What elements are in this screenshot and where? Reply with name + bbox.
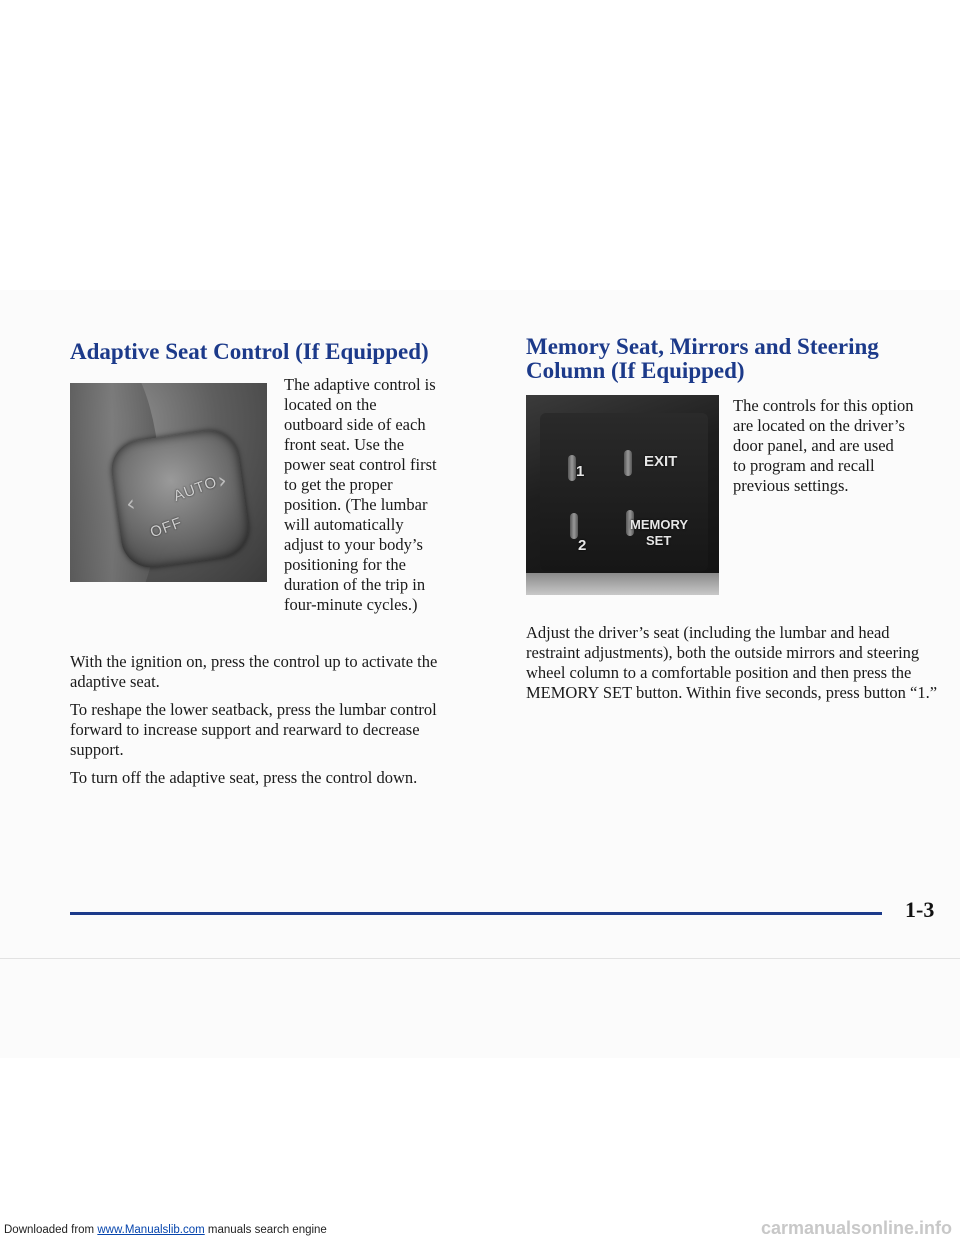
memory-button-1 (568, 455, 576, 481)
reshape-paragraph: To reshape the lower seatback, press the lumbar control forward to increase support and rearward to decrease support. (70, 700, 437, 759)
knob-auto-label: AUTO (171, 473, 220, 506)
exit-button (624, 450, 632, 476)
intro-line: power seat control first (284, 455, 437, 474)
adaptive-control-knob (108, 427, 253, 572)
knob-off-label: OFF (147, 514, 185, 542)
door-trim (526, 573, 719, 595)
turn-off-paragraph: To turn off the adaptive seat, press the control down. (70, 768, 418, 787)
adaptive-seat-title: Adaptive Seat Control (If Equipped) (70, 339, 429, 364)
intro-line: front seat. Use the (284, 435, 405, 454)
memory-seat-title-line2: Column (If Equipped) (526, 358, 745, 383)
watermark: carmanualsonline.info (760, 1218, 952, 1238)
intro-line: The controls for this option (733, 396, 914, 415)
memory-seat-title-line1: Memory Seat, Mirrors and Steering (526, 334, 879, 359)
ignition-paragraph: With the ignition on, press the control up to activate the adaptive seat. (70, 652, 438, 691)
download-footer (4, 1224, 327, 1236)
intro-line: adjust to your body’s (284, 535, 423, 554)
intro-line: previous settings. (733, 476, 849, 495)
intro-line: located on the (284, 395, 377, 414)
page-rule (70, 912, 882, 915)
intro-line: will automatically (284, 515, 404, 534)
memory-controls-photo (526, 395, 719, 595)
intro-line: position. (The lumbar (284, 495, 428, 514)
button-2-label: 2 (578, 537, 587, 554)
memory-set-paragraph: Adjust the driver’s seat (including the lumbar and head restraint adjustments), both the outside mirrors and steering wheel column to a comfortable position and then press the MEMORY SET button. Within five seconds, press button “1.” (526, 623, 938, 702)
intro-line: to program and recall (733, 456, 875, 475)
intro-line: outboard side of each (284, 415, 426, 434)
memory-label: MEMORY (630, 517, 689, 532)
footer-prefix: Downloaded from (4, 1224, 95, 1236)
intro-line: door panel, and are used (733, 436, 894, 455)
memory-button-2 (570, 513, 578, 539)
divider (0, 958, 960, 959)
intro-line: positioning for the (284, 555, 406, 574)
exit-label: EXIT (644, 453, 678, 470)
button-1-label: 1 (576, 463, 585, 480)
intro-line: to get the proper (284, 475, 393, 494)
intro-line: duration of the trip in (284, 575, 426, 594)
manualslib-link[interactable]: www.Manualslib.com (97, 1224, 205, 1236)
adaptive-seat-control-photo (70, 383, 267, 582)
set-label: SET (646, 533, 672, 548)
intro-line: four-minute cycles.) (284, 595, 418, 614)
door-control-panel (540, 413, 708, 571)
chevron-right-icon: › (216, 468, 229, 495)
intro-line: are located on the driver’s (733, 416, 905, 435)
intro-line: The adaptive control is (284, 375, 436, 394)
chevron-left-icon: ‹ (124, 491, 137, 518)
page-number: 1-3 (905, 897, 935, 922)
footer-suffix: manuals search engine (207, 1224, 327, 1236)
